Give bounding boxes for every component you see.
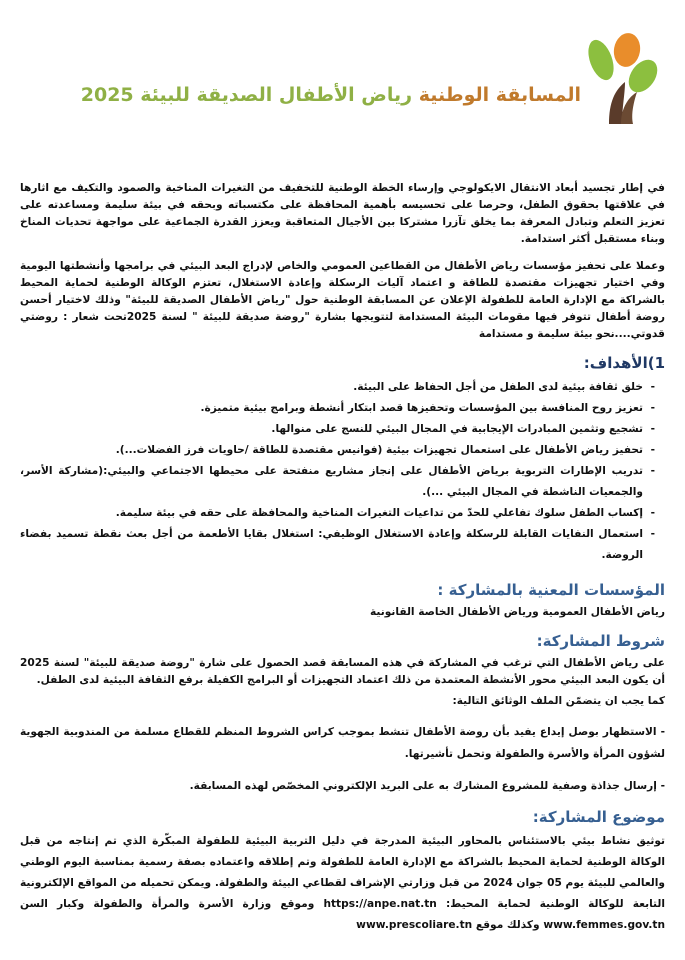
intro-paragraph-2: وعملا على تحفيز مؤسسات رياض الأطفال من القطاعين العمومي والخاص لإدراج البعد البيئي في برامجها وأنشطتها اليومية وفي اختيار تجهيزات مقتصدة للطاقة و اعتماد آليات الرسكلة وإعادة الاستغلال، تعتزم الوكالة الوطنية لحماية المحيط بالشراكة مع الإدارة العامة للطفولة الإعلان عن المسابقة الوطنية حول "رياض الأطفال الصديقة للبيئة" وذلك لاختيار أحسن روضة أطفال تتوفر فيها مقومات البيئة المستدامة لتتويجها بشارة "روضة صديقة للبيئة " لسنة 2025تحت شعار : روضتي قدوتي....نحو بيئة سليمة و مستدامة [20, 260, 665, 340]
header-title-part1: المسابقة الوطنية [418, 84, 581, 106]
objectives-heading: 1)الأهداف: [583, 354, 665, 372]
objective-item: - إكساب الطفل سلوك تفاعلي للحدّ من تداعيات التغيرات المناخية والمحافظة على حقه في بيئة سليمة. [20, 503, 643, 524]
topic-end: وكذلك موقع [475, 919, 540, 931]
objective-item: - تشجيع وتثمين المبادرات الإيجابية في المجال البيئي للنسج على منوالها. [20, 419, 643, 440]
topic-mid: وموقع وزارة الأسرة والمرأة والطفولة وكبار السن [20, 898, 315, 910]
prescoliare-link[interactable]: www.prescoliare.tn [356, 919, 473, 931]
anpe-link[interactable]: https://anpe.nat.tn [323, 898, 437, 910]
intro-paragraph-1: في إطار تجسيد أبعاد الانتقال الايكولوجي وإرساء الخطة الوطنية للتخفيف من التغيرات المناخية والصمود والتكيف مع اثارها في علاقتها بحقوق الطفل، وحرصا على تحسيسه بأهمية المحافظة على مكتسباته وبحقه في بيئة سليمة ومساعدته على تعزيز التعلم وتبادل المعرفة بما يخلق تآزرا مشتركا بين الأجيال المتعاقبة ويعزز القدرة الجماعية على مواجهة تحديات المناخ وبناء مستقبل أكثر استدامة. [20, 182, 665, 245]
header-title [81, 84, 581, 106]
page-header [0, 30, 685, 140]
objective-item: - تعزيز روح المنافسة بين المؤسسات وتحفيزها قصد ابتكار أنشطة وبرامج بيئية متميزة. [20, 398, 643, 419]
objective-item: - خلق ثقافة بيئية لدى الطفل من أجل الحفاظ على البيئة. [20, 377, 643, 398]
conditions-text: على رياض الأطفال التي ترغب في المشاركة في هذه المسابقة قصد الحصول على شارة "روضة صديقة للبيئة" لسنة 2025 أن يكون البعد البيئي محور الأنشطة المعتمدة من ذلك اعتماد التجهيزات أو البرامج الكفيلة برفع الثقافة البيئية لدى الطفل. [20, 657, 665, 686]
conditions-document-1: - الاستظهار بوصل إيداع يفيد بأن روضة الأطفال تنشط بموجب كراس الشروط المنظم للقطاع مسلمة من المندوبية الجهوية لشؤون المرأة والأسرة والطفولة وتحمل تأشيرتها. [20, 726, 665, 760]
objective-item: - استعمال النفايات القابلة للرسكلة وإعادة الاستغلال الوظيفي: استغلال بقايا الأطعمة من أجل بعث نقطة تسميد بفضاء الروضة. [20, 524, 643, 566]
femmes-link[interactable]: www.femmes.gov.tn [543, 919, 665, 931]
topic-body: توثيق نشاط بيئي بالاستئناس بالمحاور البيئية المدرجة في دليل التربية البيئية للطفولة المبكّرة الذي تم إنتاجه من قبل الوكالة الوطنية لحماية المحيط بالشراكة مع الإدارة العامة للطفولة وتم إطلاقه واعتماده بصفة رسمية بمناسبة اليوم الوطني والعالمي للبيئة يوم 05 جوان 2024 من قبل وزارتي الإشراف لقطاعي البيئة والطفولة. ويمكن تحميله من المواقع الإلكترونية التابعة للوكالة الوطنية لحماية المحيط: [20, 835, 665, 910]
institutions-heading: المؤسسات المعنية بالمشاركة : [437, 581, 665, 599]
institutions-text: رياض الأطفال العمومية ورياض الأطفال الخاصة القانونية [370, 606, 665, 618]
conditions-document-2: - إرسال جذاذة وصفية للمشروع المشارك به على البريد الإلكتروني المخصّص لهذه المسابقة. [189, 780, 665, 792]
document-body [20, 180, 665, 946]
objective-item: - تدريب الإطارات التربوية برياض الأطفال على إنجاز مشاريع منفتحة على محيطها الاجتماعي والبيئي:(مشاركة الأسر، والجمعيات الناشطة في المجال البيئي ...). [20, 461, 643, 503]
objective-item: - تحفيز رياض الأطفال على استعمال تجهيزات بيئية (فوانيس مقتصدة للطاقة /حاويات فرز الفضلات...). [20, 440, 643, 461]
contest-logo-icon [587, 32, 659, 132]
conditions-subheading: كما يجب ان يتضمّن الملف الوثائق التالية: [452, 695, 665, 707]
objectives-list [20, 377, 665, 566]
conditions-heading: شروط المشاركة: [536, 632, 665, 650]
topic-text [20, 831, 665, 936]
topic-heading: موضوع المشاركة: [532, 808, 665, 826]
header-title-part2: رياض الأطفال الصديقة للبيئة 2025 [80, 84, 413, 106]
